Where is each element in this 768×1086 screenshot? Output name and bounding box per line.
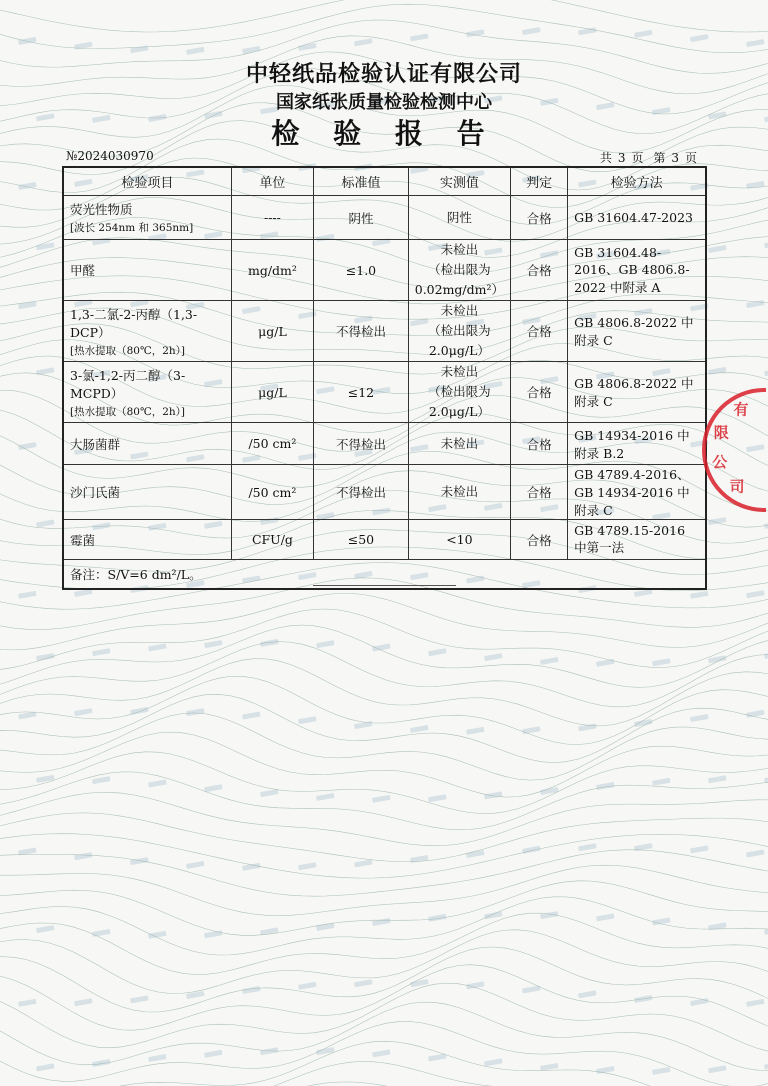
measured-cell: 未检出 — [408, 465, 510, 520]
watermark-mark — [242, 986, 261, 994]
item-condition: [热水提取（80℃，2h）] — [70, 344, 185, 357]
item-condition: [热水提取（80℃，2h）] — [70, 405, 185, 418]
watermark-mark — [74, 998, 93, 1006]
watermark-mark — [18, 999, 37, 1007]
watermark-mark — [522, 27, 541, 35]
watermark-mark — [92, 1059, 111, 1067]
method-cell: GB 31604.48-2016、GB 4806.8-2022 中附录 A — [568, 240, 706, 301]
watermark-mark — [540, 1063, 559, 1071]
watermark-mark — [148, 780, 167, 788]
unit-cell: CFU/g — [231, 520, 313, 560]
watermark-mark — [428, 648, 447, 656]
guilloche-line — [0, 947, 768, 1012]
watermark-mark — [354, 38, 373, 46]
verdict-cell: 合格 — [511, 520, 568, 560]
watermark-mark — [578, 843, 597, 851]
report-number: №2024030970 — [66, 149, 154, 163]
watermark-mark — [186, 47, 205, 55]
remark: 备注：S/V=6 dm²/L。 — [63, 560, 706, 590]
watermark-mark — [690, 845, 709, 853]
watermark-mark — [316, 640, 335, 648]
unit-cell: /50 cm² — [231, 465, 313, 520]
watermark-mark — [708, 1065, 727, 1073]
item-name: 甲醛 — [70, 263, 96, 278]
watermark-mark — [428, 1053, 447, 1061]
watermark-mark — [242, 712, 261, 720]
watermark-mark — [578, 990, 597, 998]
watermark-mark — [36, 367, 55, 375]
verdict-cell: 合格 — [511, 465, 568, 520]
watermark-mark — [372, 795, 391, 803]
watermark-mark — [130, 707, 149, 715]
watermark-mark — [316, 793, 335, 801]
watermark-mark — [410, 855, 429, 863]
measured-cell: <10 — [408, 520, 510, 560]
measured-cell: 未检出 — [408, 423, 510, 465]
method-cell: GB 4789.15-2016 中第一法 — [568, 520, 706, 560]
header-cell: 检验项目 — [63, 167, 231, 196]
watermark-mark — [74, 708, 93, 716]
watermark-mark — [708, 922, 727, 930]
watermark-mark — [652, 658, 671, 666]
watermark-mark — [764, 240, 768, 248]
watermark-mark — [148, 1054, 167, 1062]
verdict-cell: 合格 — [511, 423, 568, 465]
guilloche-line — [0, 609, 768, 670]
header-cell: 标准值 — [314, 167, 409, 196]
guilloche-line — [0, 1041, 768, 1086]
watermark-mark — [690, 591, 709, 599]
watermark-mark — [204, 640, 223, 648]
page-indicator: 共 3 页 第 3 页 — [599, 151, 697, 165]
watermark-mark — [74, 852, 93, 860]
guilloche-line — [0, 659, 768, 726]
table-row — [63, 520, 706, 560]
header-cell: 实测值 — [408, 167, 510, 196]
watermark-mark — [428, 794, 447, 802]
measured-cell: 未检出 （检出限为 0.02mg/dm²） — [408, 240, 510, 301]
table-header-row — [63, 167, 706, 196]
seal-character: 限 — [713, 423, 729, 442]
verdict-cell: 合格 — [511, 240, 568, 301]
guilloche-line — [0, 965, 768, 1030]
watermark-mark — [596, 782, 615, 790]
measured-cell: 未检出 （检出限为 2.0μg/L） — [408, 362, 510, 423]
guilloche-line — [0, 850, 768, 896]
verdict-cell: 合格 — [511, 196, 568, 240]
watermark-mark — [746, 999, 765, 1007]
watermark-mark — [708, 367, 727, 375]
watermark-mark — [764, 651, 768, 659]
unit-cell: μg/L — [231, 362, 313, 423]
item-cell — [63, 362, 231, 423]
method-cell: GB 31604.47-2023 — [568, 196, 706, 240]
guilloche-line — [0, 0, 768, 32]
watermark-mark — [18, 182, 37, 190]
watermark-mark — [92, 648, 111, 656]
watermark-mark — [18, 442, 37, 450]
header-cell: 检验方法 — [568, 167, 706, 196]
verdict-cell: 合格 — [511, 362, 568, 423]
watermark-mark — [372, 1049, 391, 1057]
watermark-mark — [260, 789, 279, 797]
watermark-mark — [74, 589, 93, 597]
header-cell: 单位 — [231, 167, 313, 196]
header-cell: 判定 — [511, 167, 568, 196]
item-name: 荧光性物质 — [70, 202, 133, 217]
company-seal — [676, 385, 766, 515]
watermark-mark — [260, 1047, 279, 1055]
item-cell — [63, 196, 231, 240]
watermark-mark — [130, 45, 149, 53]
watermark-mark — [186, 708, 205, 716]
watermark-mark — [36, 519, 55, 527]
item-name: 3-氯-1,2-丙二醇（3-MCPD） — [70, 367, 186, 401]
item-name: 霉菌 — [70, 532, 96, 548]
unit-cell: μg/L — [231, 301, 313, 362]
item-cell — [63, 465, 231, 520]
organization-name: 中轻纸品检验认证有限公司 — [245, 62, 522, 87]
watermark-mark — [92, 929, 111, 937]
watermark-mark — [148, 643, 167, 651]
watermark-mark — [484, 911, 503, 919]
guilloche-line — [0, 865, 768, 915]
watermark-mark — [242, 863, 261, 871]
watermark-mark — [764, 775, 768, 783]
watermark-mark — [764, 521, 768, 529]
watermark-mark — [354, 859, 373, 867]
watermark-mark — [484, 1058, 503, 1066]
table-row — [63, 362, 706, 423]
watermark-mark — [204, 930, 223, 938]
test-results-table — [62, 166, 707, 590]
watermark-mark — [298, 982, 317, 990]
guilloche-line — [0, 593, 768, 650]
watermark-mark — [428, 914, 447, 922]
watermark-mark — [596, 913, 615, 921]
standard-cell: 阴性 — [314, 196, 409, 240]
method-cell: GB 4789.4-2016、GB 14934-2016 中附录 C — [568, 465, 706, 520]
watermark-mark — [130, 857, 149, 865]
watermark-mark — [708, 245, 727, 253]
verdict-cell: 合格 — [511, 301, 568, 362]
center-name: 国家纸张质量检验检测中心 — [276, 92, 492, 113]
table-row — [63, 240, 706, 301]
watermark-mark — [708, 517, 727, 525]
item-cell — [63, 423, 231, 465]
watermark-mark — [746, 849, 765, 857]
guilloche-line — [0, 625, 768, 687]
watermark-mark — [522, 846, 541, 854]
standard-cell: ≤1.0 — [314, 240, 409, 301]
watermark-mark — [466, 981, 485, 989]
unit-cell: /50 cm² — [231, 423, 313, 465]
watermark-mark — [690, 34, 709, 42]
watermark-mark — [746, 39, 765, 47]
watermark-mark — [540, 911, 559, 919]
standard-cell: ≤12 — [314, 362, 409, 423]
watermark-mark — [130, 995, 149, 1003]
item-name: 沙门氏菌 — [70, 485, 121, 500]
watermark-mark — [372, 918, 391, 926]
guilloche-line — [0, 694, 768, 762]
watermark-mark — [746, 590, 765, 598]
seal-character: 有 — [733, 400, 749, 419]
watermark-mark — [298, 716, 317, 724]
guilloche-line — [0, 930, 768, 994]
seal-character: 司 — [729, 477, 745, 496]
watermark-mark — [92, 776, 111, 784]
table-row — [63, 423, 706, 465]
watermark-mark — [484, 791, 503, 799]
method-cell: GB 14934-2016 中附录 B.2 — [568, 423, 706, 465]
watermark-mark — [36, 1063, 55, 1071]
watermark-mark — [18, 711, 37, 719]
watermark-mark — [18, 591, 37, 599]
watermark-mark — [410, 33, 429, 41]
item-cell — [63, 301, 231, 362]
table-row — [63, 465, 706, 520]
measured-cell: 未检出 （检出限为 2.0μg/L） — [408, 301, 510, 362]
item-cell — [63, 520, 231, 560]
table-row — [63, 196, 706, 240]
item-condition: [波长 254nm 和 365nm] — [70, 222, 194, 234]
watermark-mark — [36, 242, 55, 250]
watermark-mark — [204, 1050, 223, 1058]
watermark-mark — [652, 917, 671, 925]
method-cell: GB 4806.8-2022 中附录 C — [568, 362, 706, 423]
watermark-mark — [186, 861, 205, 869]
watermark-mark — [260, 639, 279, 647]
guilloche-line — [0, 881, 768, 936]
guilloche-line — [0, 4, 768, 53]
watermark-mark — [522, 726, 541, 734]
watermark-mark — [596, 659, 615, 667]
watermark-mark — [466, 727, 485, 735]
watermark-mark — [204, 784, 223, 792]
item-cell — [63, 240, 231, 301]
watermark-mark — [652, 1067, 671, 1075]
watermark-mark — [690, 714, 709, 722]
watermark-mark — [298, 862, 317, 870]
method-cell: GB 4806.8-2022 中附录 C — [568, 301, 706, 362]
page-current: 3 — [671, 151, 679, 165]
watermark-mark — [36, 775, 55, 783]
guilloche-line — [0, 834, 768, 878]
watermark-mark — [634, 30, 653, 38]
unit-cell: ---- — [231, 196, 313, 240]
watermark-mark — [522, 985, 541, 993]
watermark-mark — [18, 37, 37, 45]
watermark-mark — [764, 368, 768, 376]
watermark-mark — [410, 725, 429, 733]
end-divider — [313, 585, 456, 586]
table-row — [63, 301, 706, 362]
guilloche-line — [0, 1082, 768, 1086]
watermark-mark — [764, 1062, 768, 1070]
item-name: 1,3-二氯-2-丙醇（1,3-DCP） — [70, 306, 198, 340]
watermark-mark — [634, 589, 653, 597]
watermark-mark — [708, 775, 727, 783]
standard-cell: 不得检出 — [314, 465, 409, 520]
watermark-mark — [186, 991, 205, 999]
page-total: 3 — [617, 151, 626, 165]
watermark-mark — [354, 979, 373, 987]
watermark-mark — [652, 778, 671, 786]
item-name: 大肠菌群 — [70, 436, 121, 452]
watermark-mark — [634, 995, 653, 1003]
watermark-mark — [36, 925, 55, 933]
standard-cell: 不得检出 — [314, 301, 409, 362]
seal-character: 公 — [712, 453, 728, 472]
standard-cell: ≤50 — [314, 520, 409, 560]
report-title: 检 验 报 告 — [271, 117, 497, 150]
watermark-mark — [410, 979, 429, 987]
standard-cell: 不得检出 — [314, 423, 409, 465]
guilloche-line — [0, 732, 768, 797]
watermark-mark — [540, 657, 559, 665]
unit-cell: mg/dm² — [231, 240, 313, 301]
watermark-mark — [764, 927, 768, 935]
measured-cell: 阴性 — [408, 196, 510, 240]
watermark-mark — [36, 653, 55, 661]
watermark-mark — [484, 653, 503, 661]
watermark-mark — [690, 998, 709, 1006]
